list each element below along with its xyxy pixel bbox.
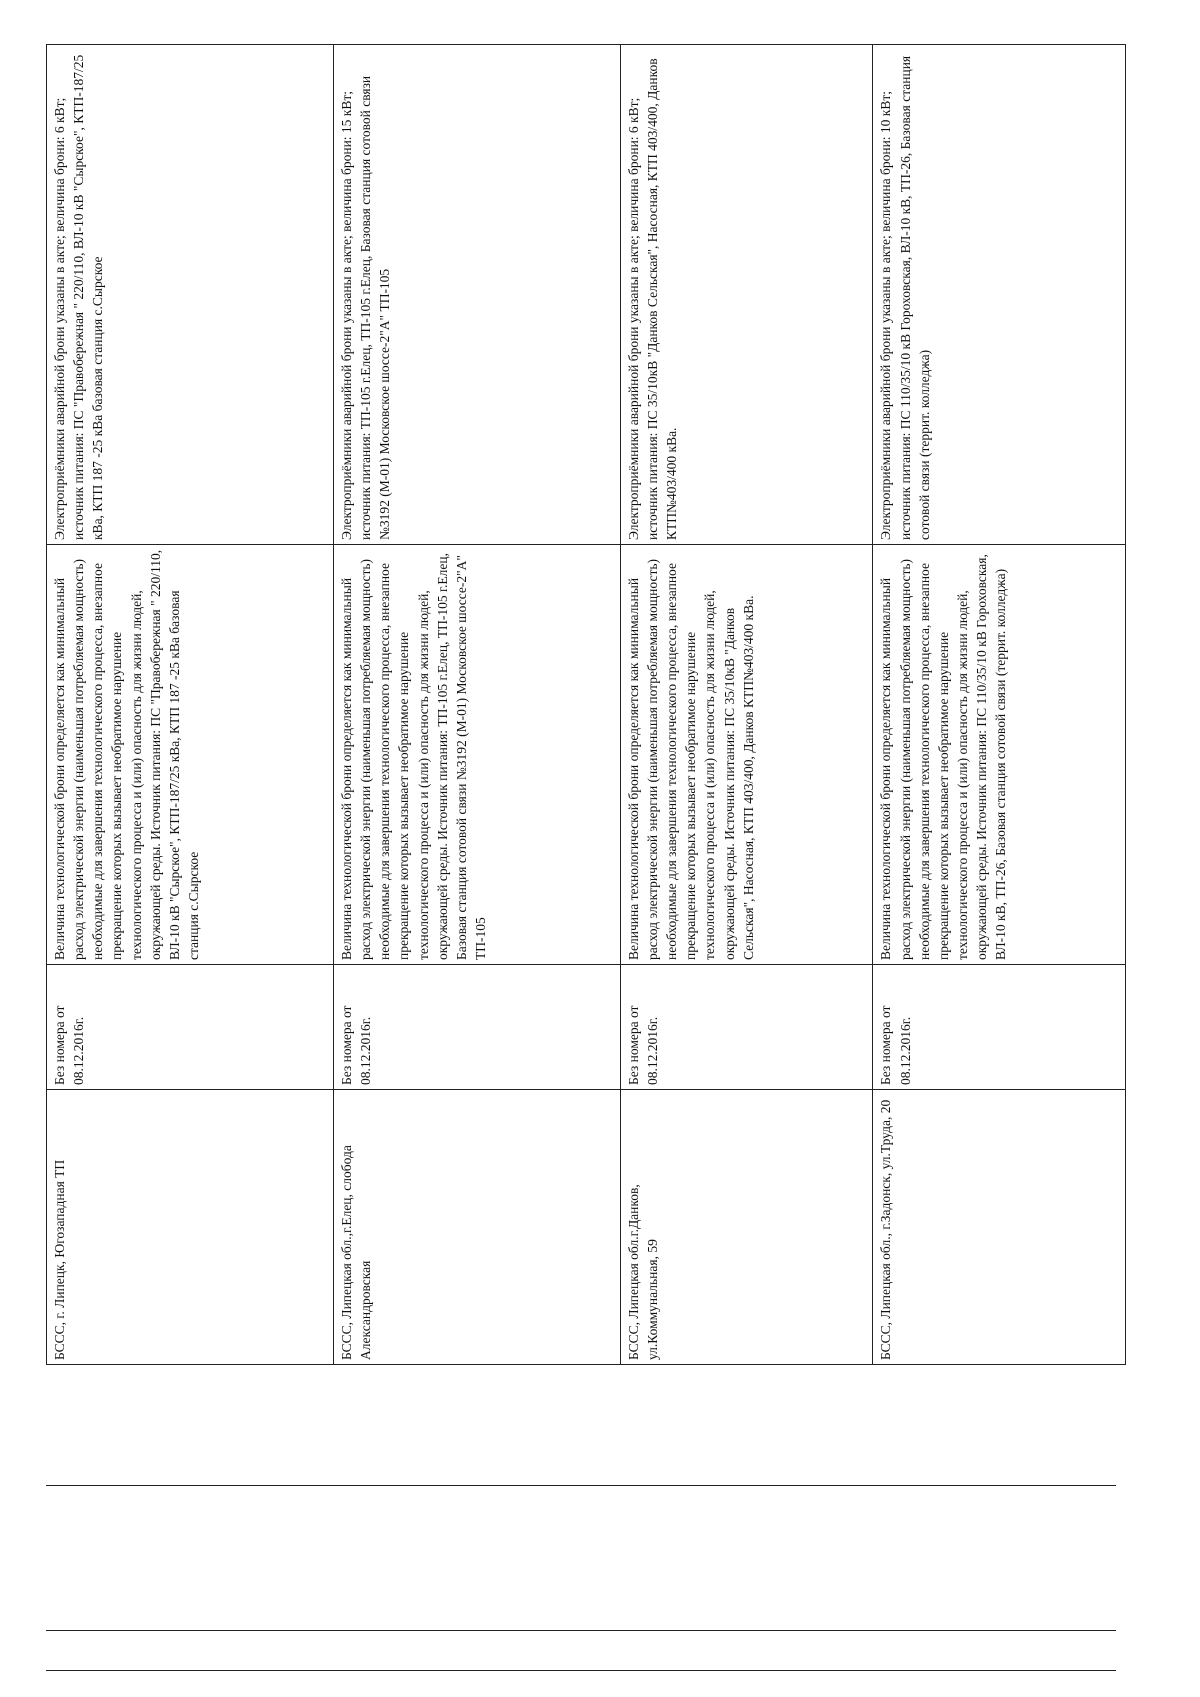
address-cell: БССС, Липецкая обл.г.Данков, ул.Коммунальная, 59 [620, 1090, 873, 1365]
rotated-table-container [46, 45, 1126, 1365]
horizontal-rule [46, 1630, 1116, 1631]
horizontal-rule [46, 1485, 1116, 1486]
tech-reserve-cell: Величина технологической брони определяется как минимальный расход электрической энергии (наименьшая потребляемая мощность) необходимые для завершения технологического процесса, внезапное прекращение которых вызывает необратимое нарушение технологического процесса и (или) опасность для жизни людей, окружающей среды. Источник питания: ТП-105 г.Елец, ТП-105 г.Елец, Базовая станция сотовой связи №3192 (М-01) Московское шоссе-2"А" ТП-105 [333, 545, 620, 965]
table-row [333, 45, 620, 1365]
emergency-reserve-cell: Электроприёмники аварийной брони указаны в акте; величина брони: 6 кВт; источник питания: ПС 35/10кВ "Данков Сельская", Насосная, КТП 403/400, Данков КТП№403/400 кВа. [620, 45, 873, 545]
address-cell: БССС, Липецкая обл.,г.Елец, слобода Александровская [333, 1090, 620, 1365]
document-cell: Без номера от 08.12.2016г. [873, 965, 1126, 1090]
tech-reserve-cell: Величина технологической брони определяется как минимальный расход электрической энергии (наименьшая потребляемая мощность) необходимые для завершения технологического процесса, внезапное прекращение которых вызывает необратимое нарушение технологического процесса и (или) опасность для жизни людей, окружающей среды. Источник питания: ПС "Правобережная " 220/110, ВЛ-10 кВ "Сырское", КТП-187/25 кВа, КТП 187 -25 кВа базовая станция с.Сырское [47, 545, 334, 965]
document-cell: Без номера от 08.12.2016г. [620, 965, 873, 1090]
table-row [873, 45, 1126, 1365]
document-cell: Без номера от 08.12.2016г. [333, 965, 620, 1090]
table-row [47, 45, 334, 1365]
horizontal-rule [46, 1670, 1116, 1671]
emergency-reserve-cell: Электроприёмники аварийной брони указаны в акте; величина брони: 10 кВт; источник питания: ПС 110/35/10 кВ Гороховская, ВЛ-10 кВ, ТП-26, Базовая станция сотовой связи (террит. колледжа) [873, 45, 1126, 545]
table-row [620, 45, 873, 1365]
document-cell: Без номера от 08.12.2016г. [47, 965, 334, 1090]
tech-reserve-cell: Величина технологической брони определяется как минимальный расход электрической энергии (наименьшая потребляемая мощность) необходимые для завершения технологического процесса, внезапное прекращение которых вызывает необратимое нарушение технологического процесса и (или) опасность для жизни людей, окружающей среды. Источник питания: ПС 110/35/10 кВ Гороховская, ВЛ-10 кВ, ТП-26, Базовая станция сотовой связи (террит. колледжа) [873, 545, 1126, 965]
tech-reserve-cell: Величина технологической брони определяется как минимальный расход электрической энергии (наименьшая потребляемая мощность) необходимые для завершения технологического процесса, внезапное прекращение которых вызывает необратимое нарушение технологического процесса и (или) опасность для жизни людей, окружающей среды. Источник питания: ПС 35/10кВ "Данков Сельская", Насосная, КТП 403/400, Данков КТП№403/400 кВа. [620, 545, 873, 965]
emergency-reserve-cell: Электроприёмники аварийной брони указаны в акте; величина брони: 15 кВт; источник питания: ТП-105 г.Елец, ТП-105 г.Елец, Базовая станция сотовой связи №3192 (М-01) Московское шоссе-2"А" ТП-105 [333, 45, 620, 545]
address-cell: БССС, г. Липецк, Югозападная ТП [47, 1090, 334, 1365]
address-cell: БССС, Липецкая обл., г.Задонск, ул.Труда, 20 [873, 1090, 1126, 1365]
emergency-reserve-cell: Электроприёмники аварийной брони указаны в акте; величина брони: 6 кВт; источник питания: ПС "Правобережная " 220/110, ВЛ-10 кВ "Сырское", КТП-187/25 кВа, КТП 187 -25 кВа базовая станция с.Сырское [47, 45, 334, 545]
power-reserve-table [46, 44, 1126, 1365]
